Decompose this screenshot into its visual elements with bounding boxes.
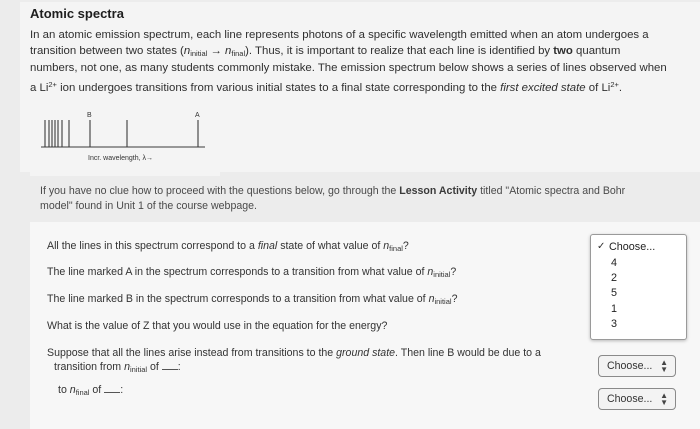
intro-line-4: a $Li^{2+}$ ion undergoes transitions from various initial states to a final state corresponding to the first excited state of $Li^{2+}$. [30, 79, 623, 94]
dropdown-option[interactable]: 1 [611, 303, 618, 315]
question-2: The line marked A in the spectrum corresponds to a transition from what value of $n_{initial}$? [47, 266, 457, 279]
intro-paragraph [30, 28, 694, 96]
answer-dropdown-open[interactable] [590, 234, 687, 340]
dropdown-option[interactable]: 3 [611, 318, 618, 330]
chevron-updown-icon: ▲ ▼ [660, 391, 668, 407]
dropdown-option[interactable]: 5 [611, 287, 618, 299]
intro-line-1: In an atomic emission spectrum, each line represents photons of a specific wavelength emitted when an atom undergoes a [30, 29, 649, 41]
answer-dropdown-3[interactable]: Choose... ▲ ▼ [598, 388, 676, 410]
dropdown-option[interactable]: 4 [611, 257, 618, 269]
question-6: to $n_{final}$ of : [58, 384, 124, 397]
intro-line-2: transition between two states $(n_{initial} \to n_{final})$. Thus, it is important to realize that each line is identified by two quantum [30, 44, 621, 58]
dropdown-selected-option[interactable]: Choose... [609, 241, 656, 253]
axis-label: Incr. wavelength, λ→ [88, 155, 153, 162]
hint-line-2: model" found in Unit 1 of the course webpage. [40, 200, 257, 212]
label-a: A [195, 112, 200, 119]
intro-line-3: numbers, not one, as many students commonly mistake. The emission spectrum below shows a series of lines observed when [30, 62, 667, 75]
answer-dropdown-2[interactable]: Choose... ▲ ▼ [598, 355, 676, 377]
question-4: What is the value of Z that you would use in the equation for the energy? [47, 320, 388, 332]
question-5-line-2: transition from $n_{initial}$ of : [54, 361, 181, 374]
blank-1 [162, 361, 178, 370]
chevron-updown-icon: ▲ ▼ [660, 358, 668, 374]
label-b: B [87, 112, 92, 119]
page-title: Atomic spectra [30, 6, 124, 21]
emission-spectrum [30, 103, 220, 178]
blank-2 [104, 384, 120, 393]
question-1: All the lines in this spectrum correspond to a final state of what value of $n_{final}$? [47, 240, 409, 253]
hint-text [40, 184, 690, 214]
question-5: Suppose that all the lines arise instead from transitions to the ground state. Then line B would be due to a [47, 347, 541, 359]
dropdown-option[interactable]: 2 [611, 272, 618, 284]
hint-line-1: If you have no clue how to proceed with the questions below, go through the Lesson Activity titled "Atomic spectra and Bohr [40, 185, 626, 197]
question-3: The line marked B in the spectrum corresponds to a transition from what value of $n_{initial}$? [47, 293, 458, 306]
checkmark-icon: ✓ [597, 241, 606, 252]
